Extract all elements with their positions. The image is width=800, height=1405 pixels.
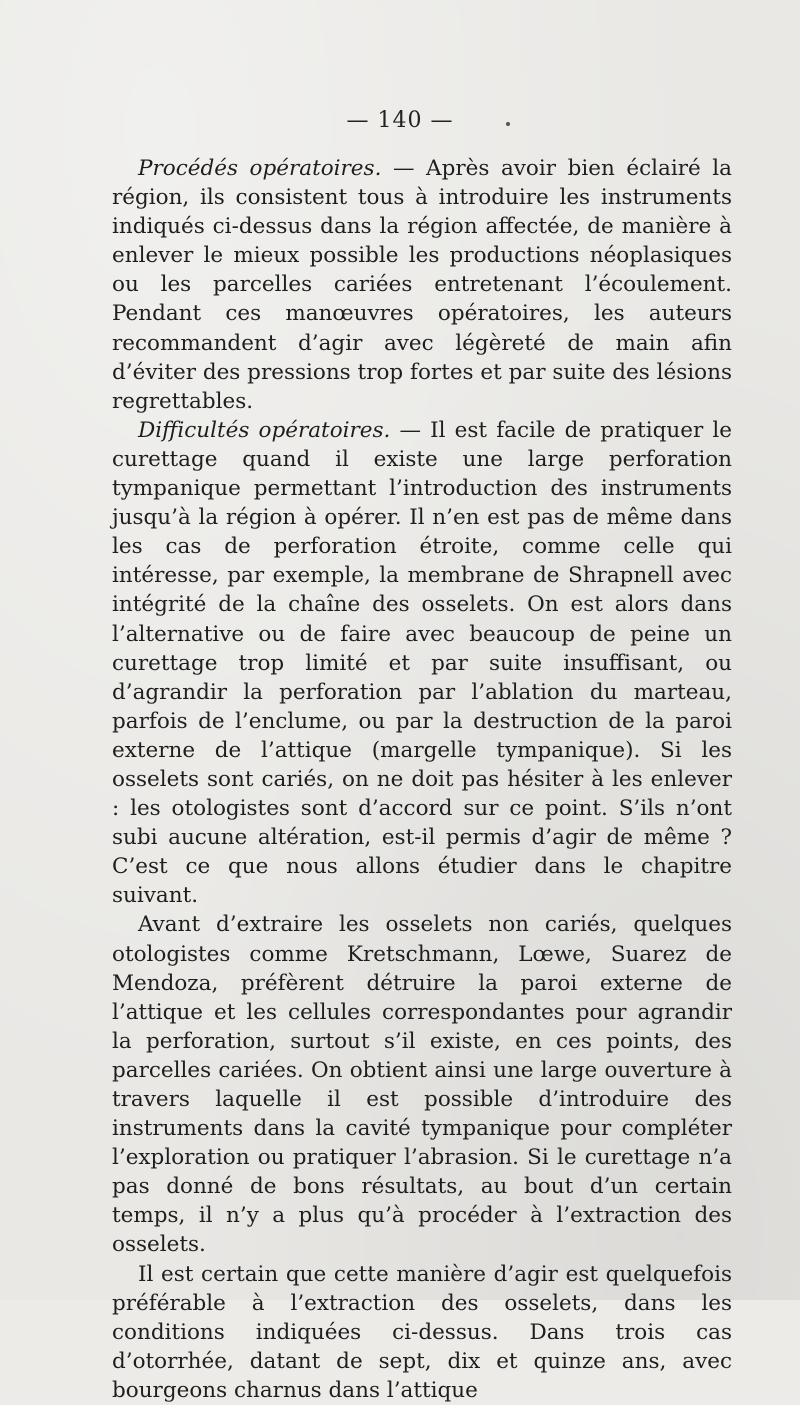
paragraph-text: — Il est facile de pratiquer le curettage quand il existe une large perforation tympanique permettant l’introduction des instruments jusqu’à la région à opérer. Il n’en est pas de même dans les cas de perforation étroite, comme celle qui intéresse, par exemple, la membrane de Shrapnell avec intégrité de la chaîne des osselets. On est alors dans l’alternative ou de faire avec beaucoup de peine un curettage trop limité et par suite insuffisant, ou d’agrandir la perforation par l’ablation du marteau, parfois de l’enclume, ou par la destruction de la paroi externe de l’attique (margelle tympanique). Si les osselets sont cariés, on ne doit pas hésiter à les enlever : les otologistes sont d’accord sur ce point. S’ils n’ont subi aucune altération, est-il permis d’agir de même ? C’est ce que nous allons étudier dans le chapitre suivant. <box>112 417 732 909</box>
paragraph-text: Avant d’extraire les osselets non cariés, quelques otologistes comme Kretschmann, Lœwe, Suarez de Mendoza, préfèrent détruire la paroi externe de l’attique et les cellules correspondantes pour agrandir la perforation, surtout s’il existe, en ces points, des parcelles cariées. On obtient ainsi une large ouverture à travers laquelle il est possible d’introduire des instruments dans la cavité tympanique pour compléter l’exploration ou pratiquer l’abrasion. Si le curettage n’a pas donné de bons résultats, au bout d’un certain temps, il n’y a plus qu’à procéder à l’extraction des osselets. <box>112 912 732 1258</box>
paragraph-text: — Après avoir bien éclairé la région, ils consistent tous à introduire les instruments indiqués ci-dessus dans la région affectée, de manière à enlever le mieux possible les productions néoplasiques ou les parcelles cariées entretenant l’écoulement. Pendant ces manœuvres opératoires, les auteurs recommandent d’agir avec légèreté de main afin d’éviter des pressions trop fortes et par suite des lésions regrettables. <box>112 156 732 414</box>
paragraph-procedes <box>112 154 732 416</box>
paragraph-avant <box>112 910 732 1259</box>
print-speck <box>506 122 510 126</box>
paragraph-certain <box>112 1260 732 1405</box>
section-lead-difficultes: Difficultés opératoires. <box>138 417 391 443</box>
body-text <box>112 154 732 1405</box>
paragraph-difficultes <box>112 416 732 911</box>
section-lead-procedes: Procédés opératoires. <box>138 156 382 181</box>
page-number: — 140 — <box>346 108 454 133</box>
paragraph-text: Il est certain que cette manière d’agir est quelquefois préférable à l’extraction des osselets, dans les conditions indiquées ci-dessus. Dans trois cas d’otorrhée, datant de sept, dix et quinze ans, avec bourgeons charnus dans l’attique <box>112 1261 732 1403</box>
